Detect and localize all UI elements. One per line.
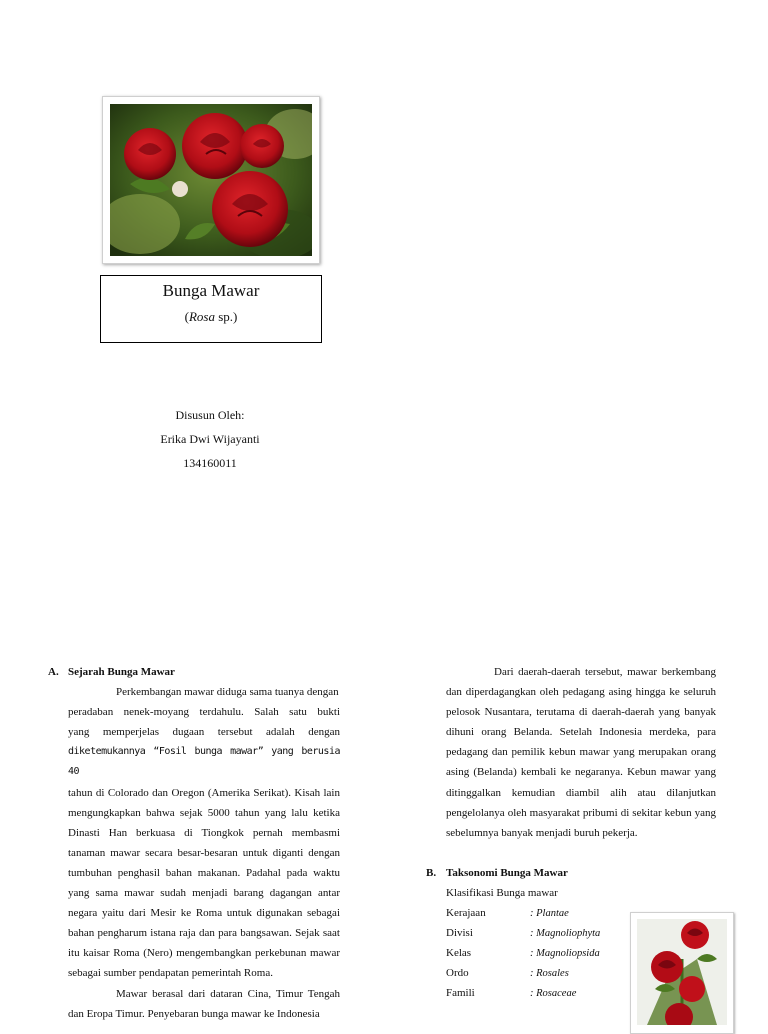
subtitle-genus: Rosa	[188, 309, 215, 324]
rose-thumbnail-image	[637, 919, 727, 1025]
taxonomy-intro: Klasifikasi Bunga mawar	[446, 886, 558, 899]
section-b-title: Taksonomi Bunga Mawar	[446, 866, 568, 879]
document-title: Bunga Mawar	[162, 281, 260, 300]
section-a-title: Sejarah Bunga Mawar	[68, 666, 175, 678]
author-name: Erika Dwi Wijayanti	[160, 432, 260, 446]
cover-photo	[102, 96, 320, 264]
section-a-heading	[48, 662, 340, 682]
right-paragraph: Dari daerah-daerah tersebut, mawar berkembang dan diperdagangkan oleh pedagang asing hingga ke seluruh pelosok Nusantara, terutama di daerah-daerah yang banyak dihuni orang Belanda. Setelah Indonesia merdeka, para pedagang dan pemilik kebun mawar yang merupakan orang asing (Belanda) kembali ke negaranya. Kebun mawar yang ditinggalkan kemudian diambil alih atau dilanjutkan pengelolanya oleh masyarakat pribumi di sekitar kebun yang sebelumnya banyak menjadi buruh pekerja.	[446, 666, 716, 839]
taxonomy-key: Kerajaan	[446, 907, 486, 920]
section-a-para2: Mawar berasal dari dataran Cina, Timur Tengah dan Eropa Timur. Penyebaran bunga mawar ke Indonesia	[68, 987, 340, 1020]
rose-thumbnail	[630, 912, 734, 1034]
taxonomy-value: : Magnoliophyta	[530, 928, 601, 940]
taxonomy-value: : Rosaceae	[530, 988, 577, 1000]
left-column	[48, 662, 340, 1024]
section-a-para1-line2: peradaban nenek-moyang terdahulu. Salah satu bukti	[68, 706, 340, 719]
section-a-para1-rest: tahun di Colorado dan Oregon (Amerika Serikat). Kisah lain mengungkapkan bahwa sejak 5000 tahun yang lalu ketika Dinasti Han berkuasa di Tiongkok pernah membasmi tanaman mawar secara besar-besaran untuk diganti dengan tumbuhan penghasil bahan makanan. Padahal pada waktu yang sama mawar sudah menjadi barang dagangan antar negara yaitu dari Mesir ke Roma untuk digunakan sebagai bahan pengharum istana raja dan para bangsawan. Sejak saat itu kaisar Roma (Nero) mengembangkan perkebunan mawar sebagai sumber pendapatan pemerintah Roma.	[68, 786, 340, 980]
title-box	[100, 275, 322, 343]
taxonomy-key: Ordo	[446, 967, 469, 980]
section-b-heading	[426, 863, 716, 883]
taxonomy-value: : Plantae	[530, 908, 569, 920]
author-id: 134160011	[183, 456, 237, 470]
author-label: Disusun Oleh:	[175, 408, 245, 422]
section-a-letter: A.	[48, 666, 59, 678]
section-b-letter: B.	[426, 866, 437, 879]
taxonomy-key: Divisi	[446, 927, 473, 940]
section-a-para1-mono: diketemukannya “Fosil bunga mawar” yang berusia 40	[68, 746, 340, 778]
taxonomy-value: : Rosales	[530, 968, 569, 980]
taxonomy-key: Kelas	[446, 947, 472, 960]
taxonomy-value: : Magnoliopsida	[530, 948, 600, 960]
subtitle-open: (	[184, 309, 189, 324]
section-a-para1-line3: yang memperjelas dugaan tersebut adalah dengan	[68, 726, 340, 739]
subtitle-rest: sp.)	[214, 309, 238, 324]
document-subtitle	[101, 309, 321, 325]
taxonomy-key: Famili	[446, 987, 475, 1000]
red-roses-image	[110, 104, 312, 256]
section-a-para1-line1: Perkembangan mawar diduga sama tuanya dengan	[116, 686, 339, 699]
